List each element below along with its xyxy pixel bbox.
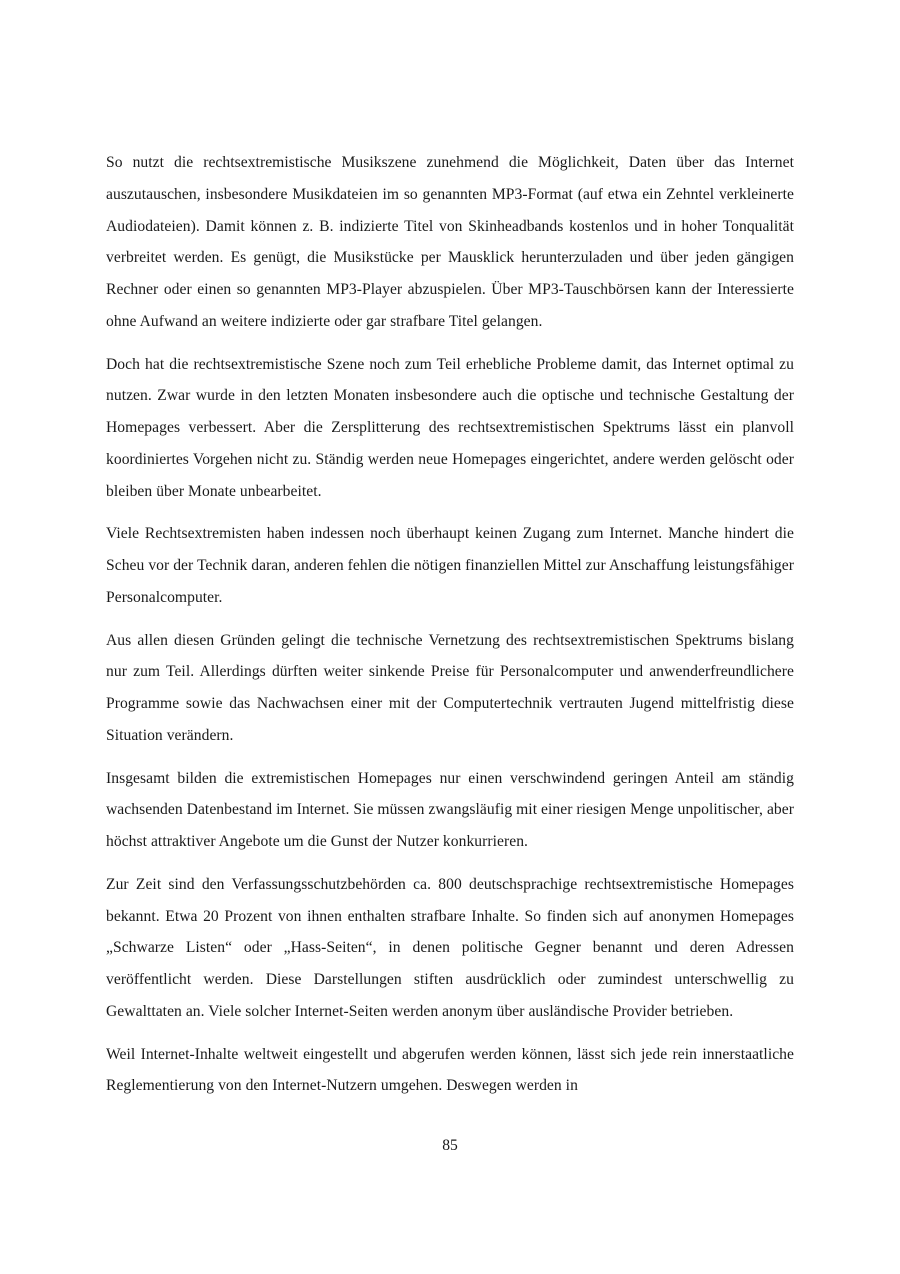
paragraph-regulation: Weil Internet-Inhalte weltweit eingestellt und abgerufen werden können, lässt sich jede rein innerstaatliche Reglementierung von den Internet-Nutzern umgehen. Deswegen werden in (106, 1045, 794, 1095)
paragraph-mp3-music-exchange: So nutzt die rechtsextremistische Musikszene zunehmend die Möglichkeit, Daten über das Internet auszutauschen, insbesondere Musikdateien im so genannten MP3-Format (auf etwa ein Zehntel verkleinerte Audiodateien). Damit können z. B. indizierte Titel von Skinheadbands kostenlos und in hoher Tonqualität verbreitet werden. Es genügt, die Musikstücke per Mausklick herunterzuladen und über jeden gängigen Rechner oder einen so genannten MP3-Player abzuspielen. Über MP3-Tauschbörsen kann der Interessierte ohne Aufwand an weitere indizierte oder gar strafbare Titel gelangen. (106, 154, 794, 330)
page-number: 85 (442, 1137, 458, 1154)
body-text (106, 147, 794, 1113)
paragraph-no-internet-access: Viele Rechtsextremisten haben indessen noch überhaupt keinen Zugang zum Internet. Manche hindert die Scheu vor der Technik daran, anderen fehlen die nötigen finanziellen Mittel zur Anschaffung leistungsfähiger Personalcomputer. (106, 525, 794, 606)
paragraph-known-homepages: Zur Zeit sind den Verfassungsschutzbehörden ca. 800 deutschsprachige rechtsextremistische Homepages bekannt. Etwa 20 Prozent von ihnen enthalten strafbare Inhalte. So finden sich auf anonymen Homepages „Schwarze Listen“ oder „Hass-Seiten“, in denen politische Gegner benannt und deren Adressen veröffentlicht werden. Diese Darstellungen stiften ausdrücklich oder zumindest unterschwellig zu Gewalttaten an. Viele solcher Internet-Seiten werden anonym über ausländische Provider betrieben. (106, 875, 794, 1020)
paragraph-internet-problems: Doch hat die rechtsextremistische Szene noch zum Teil erhebliche Probleme damit, das Internet optimal zu nutzen. Zwar wurde in den letzten Monaten insbesondere auch die optische und technische Gestaltung der Homepages verbessert. Aber die Zersplitterung des rechtsextremistischen Spektrums lässt ein planvoll koordiniertes Vorgehen nicht zu. Ständig werden neue Homepages eingerichtet, andere werden gelöscht oder bleiben über Monate unbearbeitet. (106, 355, 794, 500)
paragraph-technical-networking: Aus allen diesen Gründen gelingt die technische Vernetzung des rechtsextremistischen Spektrums bislang nur zum Teil. Allerdings dürften weiter sinkende Preise für Personalcomputer und anwenderfreundlichere Programme sowie das Nachwachsen einer mit der Computertechnik vertrauten Jugend mittelfristig diese Situation verändern. (106, 631, 794, 744)
paragraph-share-of-homepages: Insgesamt bilden die extremistischen Homepages nur einen verschwindend geringen Anteil am ständig wachsenden Datenbestand im Internet. Sie müssen zwangsläufig mit einer riesigen Menge unpolitischer, aber höchst attraktiver Angebote um die Gunst der Nutzer konkurrieren. (106, 769, 794, 851)
